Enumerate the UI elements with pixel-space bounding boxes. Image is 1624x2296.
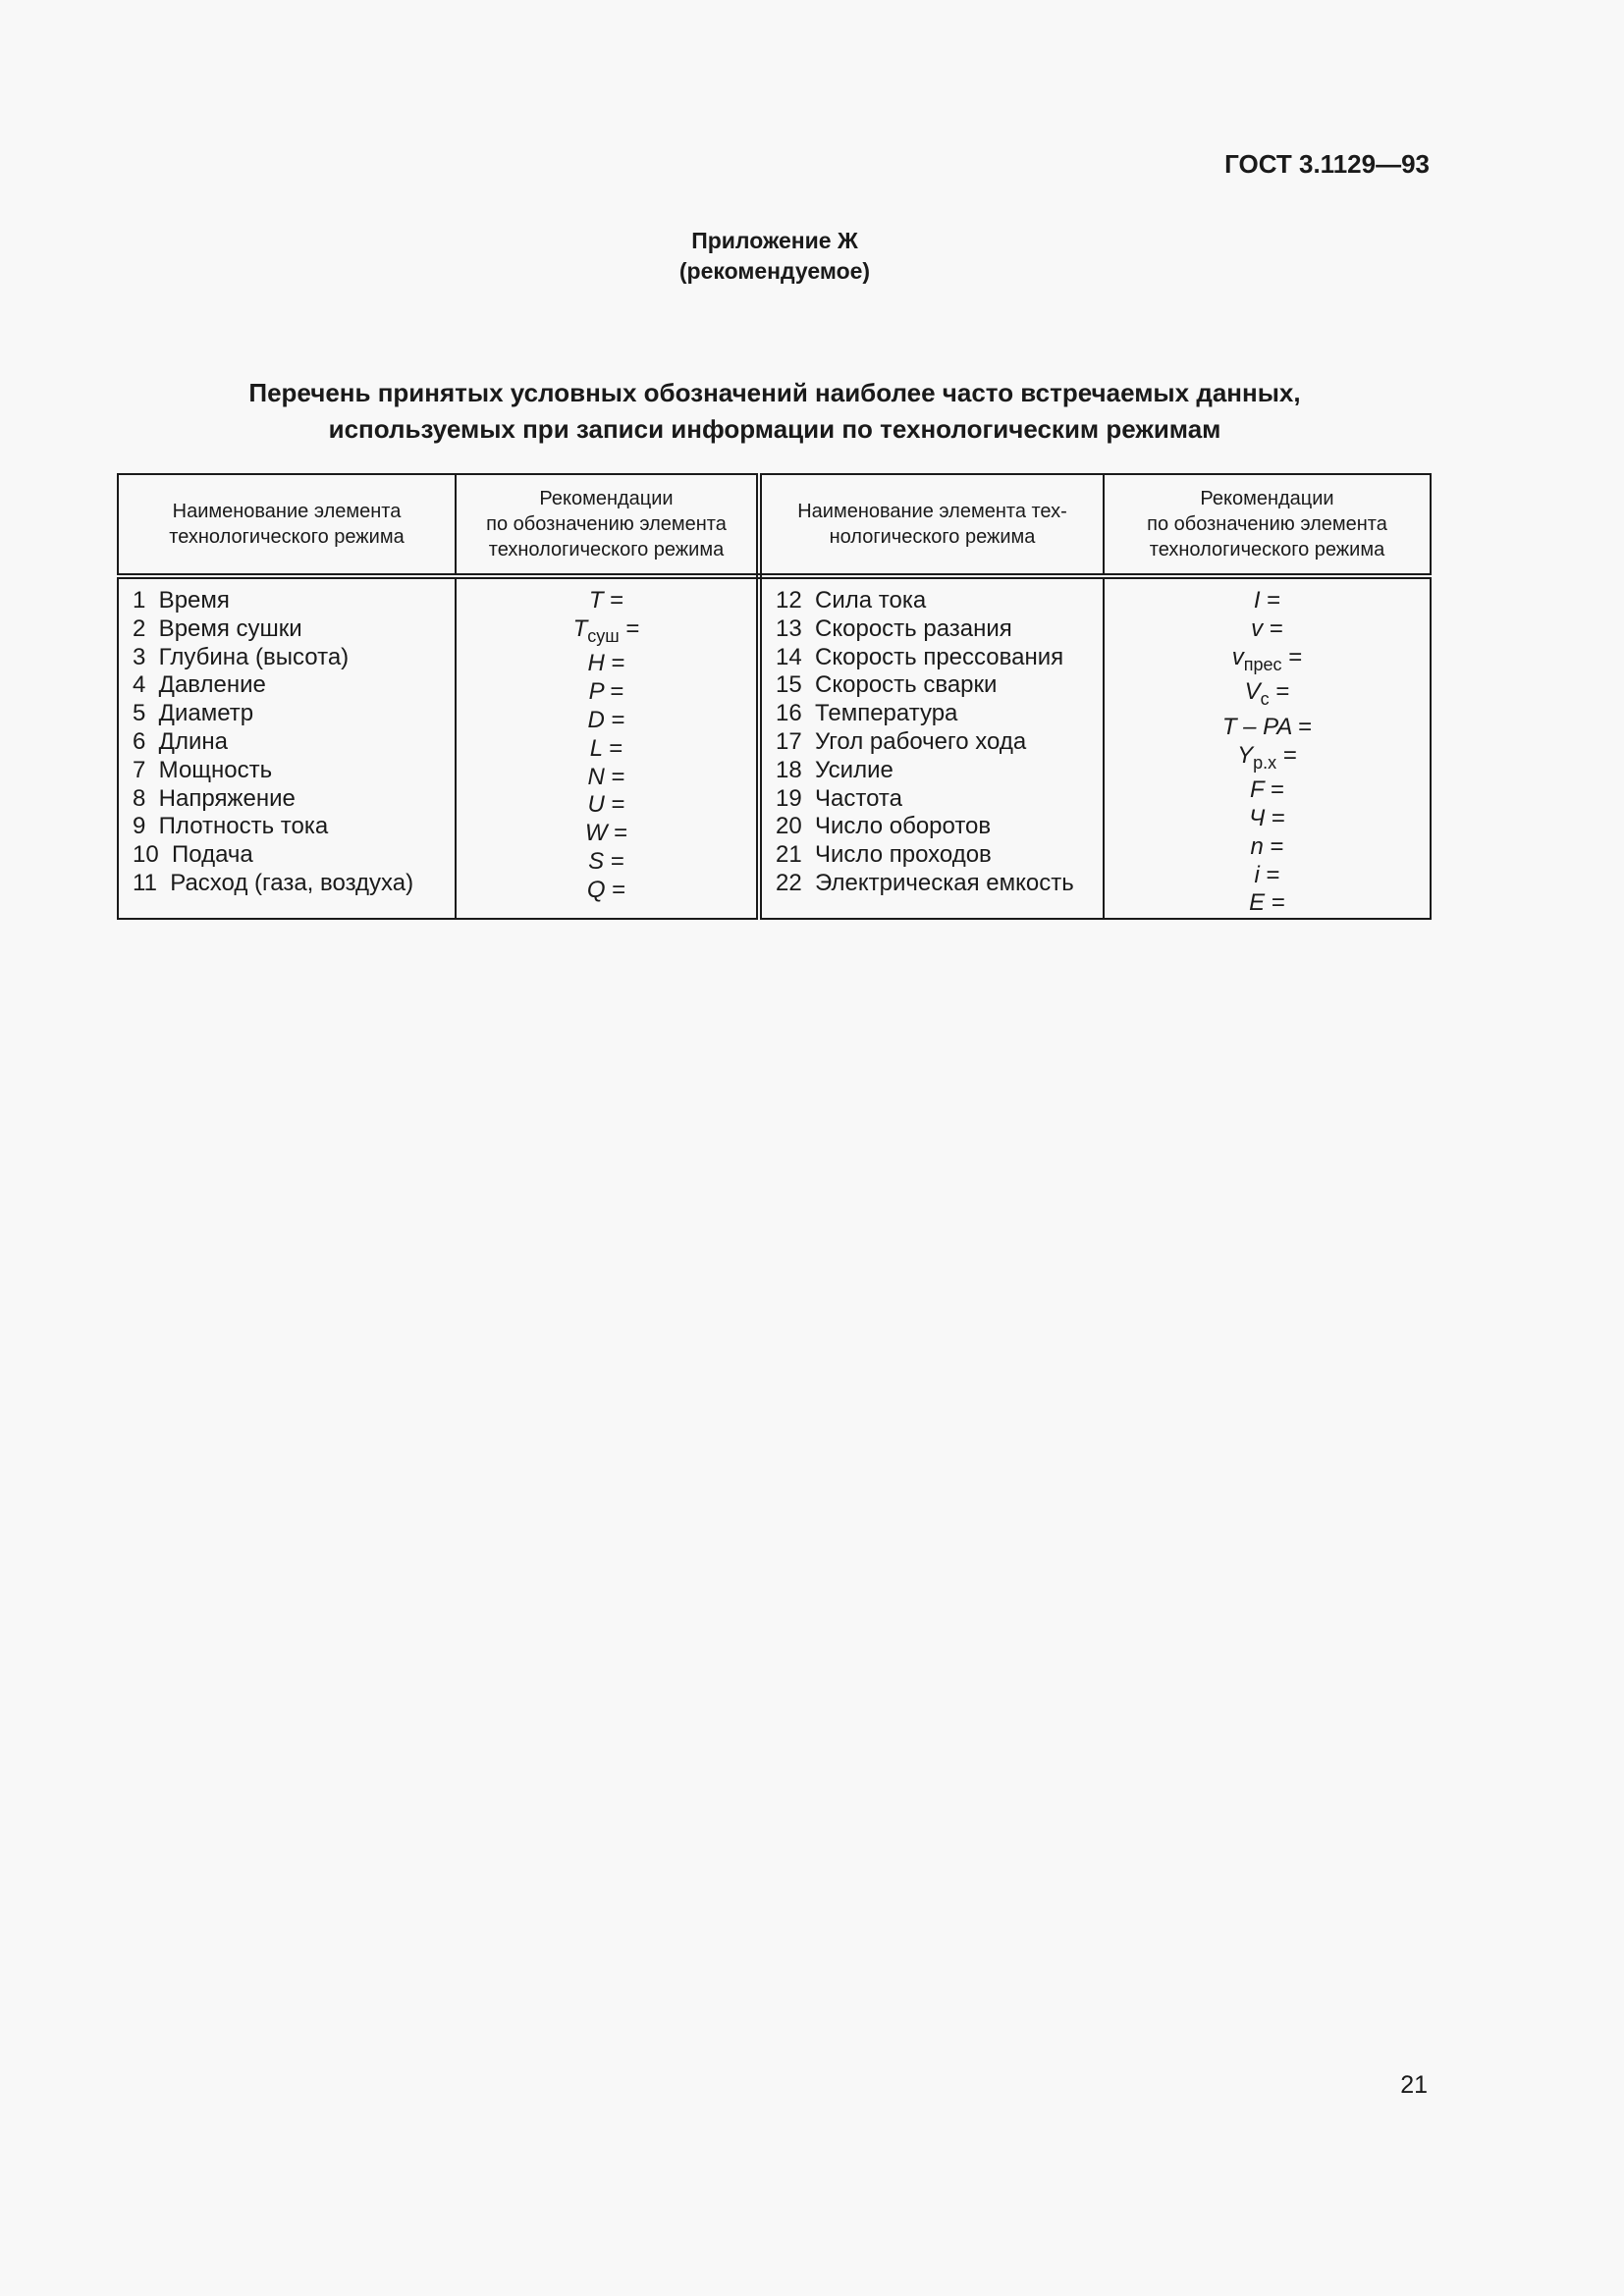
symbols-table bbox=[117, 473, 1432, 920]
symbol-designation bbox=[1105, 862, 1430, 890]
symbol-base: F bbox=[1250, 776, 1265, 804]
symbol-designation bbox=[1105, 742, 1430, 777]
symbol-designation bbox=[457, 650, 756, 678]
symbol-designation bbox=[1105, 714, 1430, 742]
equals-sign: = bbox=[611, 791, 625, 819]
symbol-designation bbox=[457, 678, 756, 707]
symbol-base: n bbox=[1250, 832, 1264, 860]
symbol-base: S bbox=[588, 847, 605, 875]
header-line: по обозначению элемента bbox=[486, 513, 727, 535]
table-row-label: 13 Скорость разания bbox=[776, 614, 1012, 642]
table-row-label: 11 Расход (газа, воздуха) bbox=[133, 869, 414, 896]
table-row-label: 22 Электрическая емкость bbox=[776, 869, 1074, 896]
header-name-right bbox=[759, 474, 1104, 576]
symbol-designation bbox=[457, 735, 756, 764]
symbol-base: T – PA bbox=[1221, 713, 1292, 740]
table-row-label: 1 Время bbox=[133, 587, 230, 614]
right-symbols-list bbox=[1105, 587, 1430, 918]
appendix-title: Приложение Ж bbox=[691, 228, 858, 253]
appendix-status: (рекомендуемое) bbox=[678, 258, 871, 284]
symbol-designation bbox=[457, 791, 756, 820]
page-number: 21 bbox=[1400, 2071, 1428, 2099]
equals-sign: = bbox=[1270, 776, 1284, 804]
symbol-base: Ч bbox=[1249, 804, 1266, 831]
equals-sign: = bbox=[1271, 804, 1285, 831]
table-row-label: 8 Напряжение bbox=[133, 784, 296, 812]
left-names-cell bbox=[118, 576, 456, 919]
equals-sign: = bbox=[1275, 678, 1290, 706]
equals-sign: = bbox=[614, 820, 628, 847]
symbol-subscript: суш bbox=[587, 625, 620, 646]
equals-sign: = bbox=[1266, 861, 1280, 888]
symbol-base: V bbox=[1244, 678, 1261, 706]
equals-sign: = bbox=[1288, 643, 1303, 670]
symbol-designation bbox=[1105, 889, 1430, 918]
table-row-label: 5 Диаметр bbox=[133, 700, 254, 727]
symbol-subscript: c bbox=[1260, 688, 1270, 709]
table-row-label: 18 Усилие bbox=[776, 756, 893, 783]
table-row-label: 4 Давление bbox=[133, 671, 266, 699]
equals-sign: = bbox=[609, 734, 623, 762]
equals-sign: = bbox=[612, 876, 626, 903]
right-names-cell bbox=[759, 576, 1104, 919]
equals-sign: = bbox=[625, 614, 640, 642]
symbol-designation bbox=[1105, 776, 1430, 805]
equals-sign: = bbox=[1298, 713, 1313, 740]
document-code: ГОСТ 3.1129—93 bbox=[1224, 149, 1430, 179]
header-recommendation-left bbox=[456, 474, 759, 576]
header-recommendation-right bbox=[1104, 474, 1431, 576]
table-row-label: 19 Частота bbox=[776, 784, 902, 812]
symbol-designation bbox=[1105, 678, 1430, 714]
equals-sign: = bbox=[610, 587, 624, 614]
right-names-list bbox=[762, 587, 1103, 898]
equals-sign: = bbox=[1270, 832, 1284, 860]
symbol-base: L bbox=[589, 734, 603, 762]
header-line: по обозначению элемента bbox=[1147, 513, 1387, 535]
symbol-base: D bbox=[587, 706, 605, 733]
table-header-row bbox=[118, 474, 1431, 576]
header-name-left bbox=[118, 474, 456, 576]
table-row-label: 10 Подача bbox=[133, 841, 253, 869]
symbol-base: W bbox=[584, 820, 608, 847]
left-symbols-list bbox=[457, 587, 756, 905]
symbol-designation bbox=[1105, 833, 1430, 862]
table-row-label: 3 Глубина (высота) bbox=[133, 643, 350, 670]
table-row-label: 2 Время сушки bbox=[133, 614, 302, 642]
symbol-subscript: прес bbox=[1243, 654, 1282, 674]
symbol-base: E bbox=[1249, 889, 1266, 917]
equals-sign: = bbox=[611, 706, 625, 733]
symbol-designation bbox=[457, 820, 756, 848]
symbol-base: P bbox=[588, 678, 604, 706]
equals-sign: = bbox=[1267, 587, 1281, 614]
table-row-label: 15 Скорость сварки bbox=[776, 671, 998, 699]
table-row-label: 14 Скорость прессования bbox=[776, 643, 1064, 670]
symbol-base: Y bbox=[1237, 741, 1254, 769]
equals-sign: = bbox=[611, 650, 625, 677]
header-line: Наименование элемента bbox=[172, 501, 402, 522]
table-row-label: 6 Длина bbox=[133, 727, 228, 755]
symbol-base: N bbox=[587, 763, 605, 790]
symbol-designation bbox=[457, 587, 756, 615]
symbol-base: v bbox=[1251, 614, 1264, 642]
symbol-base: i bbox=[1254, 861, 1260, 888]
left-names-list bbox=[119, 587, 455, 898]
header-line: технологического режима bbox=[169, 526, 405, 548]
equals-sign: = bbox=[1271, 889, 1285, 917]
symbol-base: T bbox=[572, 614, 588, 642]
equals-sign: = bbox=[611, 763, 625, 790]
table-row-label: 17 Угол рабочего хода bbox=[776, 727, 1027, 755]
table-row-label: 20 Число оборотов bbox=[776, 813, 992, 840]
equals-sign: = bbox=[1269, 614, 1283, 642]
symbol-designation bbox=[1105, 587, 1430, 615]
symbol-designation bbox=[1105, 615, 1430, 644]
symbol-base: Q bbox=[586, 876, 606, 903]
table-row-label: 12 Сила тока bbox=[776, 587, 927, 614]
symbol-designation bbox=[457, 764, 756, 792]
header-line: технологического режима bbox=[488, 539, 725, 561]
header-line: технологического режима bbox=[1149, 539, 1385, 561]
table-body-row bbox=[118, 576, 1431, 919]
symbol-subscript: р.х bbox=[1253, 752, 1277, 773]
symbol-designation bbox=[457, 848, 756, 877]
left-symbols-cell bbox=[456, 576, 759, 919]
header-line: Рекомендации bbox=[1200, 488, 1334, 509]
table-row-label: 7 Мощность bbox=[133, 756, 273, 783]
table-row-label: 9 Плотность тока bbox=[133, 813, 329, 840]
appendix-heading bbox=[0, 226, 1549, 287]
symbol-designation bbox=[457, 877, 756, 905]
list-title-line-1: Перечень принятых условных обозначений наиболее часто встречаемых данных, bbox=[248, 378, 1301, 407]
symbol-base: v bbox=[1231, 643, 1244, 670]
symbol-designation bbox=[457, 615, 756, 651]
table-row-label: 16 Температура bbox=[776, 700, 958, 727]
symbol-base: I bbox=[1253, 587, 1261, 614]
symbol-base: T bbox=[588, 587, 604, 614]
list-title bbox=[0, 375, 1549, 448]
header-line: нологического режима bbox=[829, 526, 1036, 548]
symbol-designation bbox=[457, 707, 756, 735]
symbol-designation bbox=[1105, 805, 1430, 833]
equals-sign: = bbox=[610, 678, 624, 706]
equals-sign: = bbox=[1282, 741, 1297, 769]
equals-sign: = bbox=[610, 847, 624, 875]
symbol-base: U bbox=[587, 791, 605, 819]
table-row-label: 21 Число проходов bbox=[776, 841, 992, 869]
right-symbols-cell bbox=[1104, 576, 1431, 919]
symbol-base: H bbox=[587, 650, 605, 677]
header-line: Рекомендации bbox=[539, 488, 674, 509]
header-line: Наименование элемента тех- bbox=[797, 501, 1067, 522]
list-title-line-2: используемых при записи информации по технологическим режимам bbox=[328, 414, 1221, 444]
symbol-designation bbox=[1105, 644, 1430, 679]
